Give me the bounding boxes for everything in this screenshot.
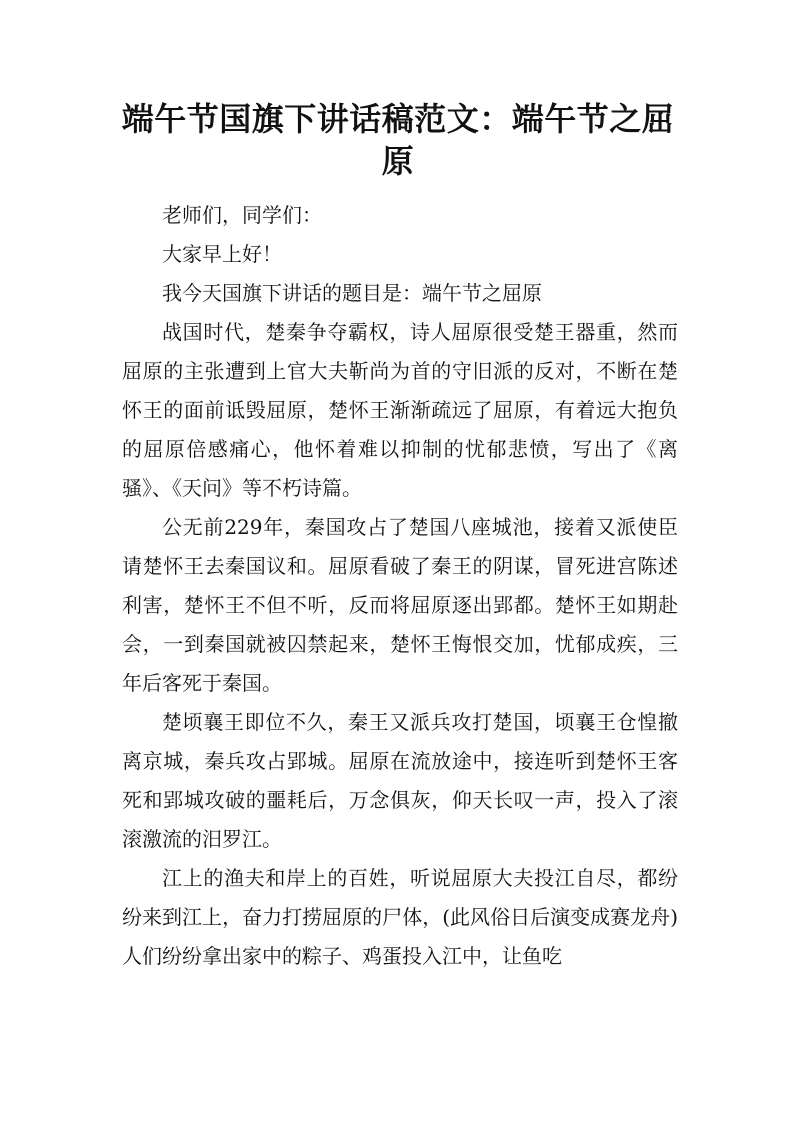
- paragraph-fishermen: 江上的渔夫和岸上的百姓，听说屈原大夫投江自尽，都纷纷来到江上，奋力打捞屈原的尸体，(此风俗日后演变成赛龙舟)人们纷纷拿出家中的粽子、鸡蛋投入江中，让鱼吃: [122, 866, 678, 968]
- paragraph-229bc: 公无前229年，秦国攻占了楚国八座城池，接着又派使臣请楚怀王去秦国议和。屈原看破了秦王的阴谋，冒死进宫陈述利害，楚怀王不但不听，反而将屈原逐出郢都。楚怀王如期赴会，一到秦国就被囚禁起来，楚怀王悔恨交加，忧郁成疾，三年后客死于秦国。: [122, 515, 678, 695]
- paragraph-warring-states: 战国时代，楚秦争夺霸权，诗人屈原很受楚王器重，然而屈原的主张遭到上官大夫靳尚为首的守旧派的反对，不断在楚怀王的面前诋毁屈原，楚怀王渐渐疏远了屈原，有着远大抱负的屈原倍感痛心，他怀着难以抑制的忧郁悲愤，写出了《离骚》、《天问》等不朽诗篇。: [122, 320, 678, 500]
- paragraph-good-morning: 大家早上好！: [162, 242, 282, 266]
- document-title: 端午节国旗下讲话稿范文：端午节之屈原: [121, 100, 675, 180]
- document-body: [122, 196, 678, 976]
- paragraph-topic: 我今天国旗下讲话的题目是：端午节之屈原: [162, 281, 542, 305]
- paragraph-qingxiang: 楚顷襄王即位不久，秦王又派兵攻打楚国，顷襄王仓惶撤离京城，秦兵攻占郢城。屈原在流放途中，接连听到楚怀王客死和郢城攻破的噩耗后，万念俱灰，仰天长叹一声，投入了滚滚激流的汨罗江。: [122, 710, 678, 851]
- paragraph-greeting: 老师们，同学们：: [162, 203, 322, 227]
